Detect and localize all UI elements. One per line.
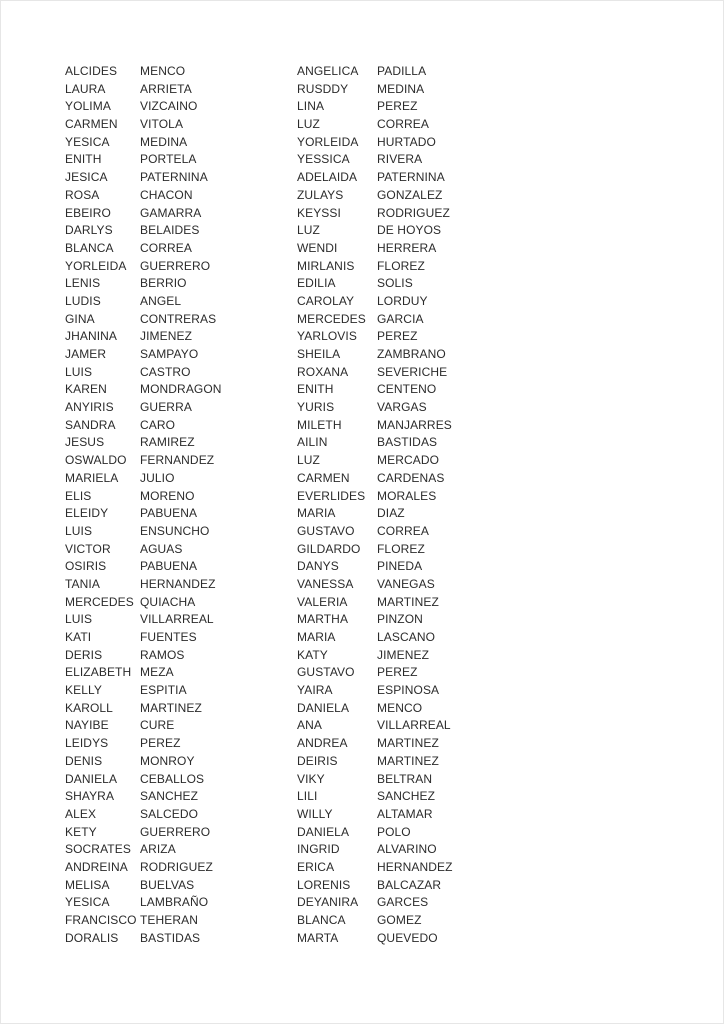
left-last-name-cell: GAMARRA <box>140 205 202 220</box>
name-row <box>65 258 625 276</box>
name-row <box>65 735 625 753</box>
left-first-name-cell: YORLEIDA <box>65 258 127 273</box>
right-first-name-cell: LUZ <box>297 453 320 468</box>
left-first-name-cell: KAREN <box>65 382 107 397</box>
right-first-name-cell: VALERIA <box>297 594 348 609</box>
left-first-name-cell: SHAYRA <box>65 789 115 804</box>
left-last-name-cell: HERNANDEZ <box>140 576 216 591</box>
left-last-name-cell: TEHERAN <box>140 913 199 927</box>
name-row <box>65 328 625 346</box>
left-last-name-cell: MONROY <box>140 753 195 768</box>
left-last-name-cell: VILLARREAL <box>140 612 214 627</box>
left-last-name-cell: ENSUNCHO <box>140 523 210 538</box>
left-first-name-cell: ALEX <box>65 806 97 821</box>
right-last-name-cell: PINZON <box>377 612 423 627</box>
left-last-name-cell: PABUENA <box>140 559 198 574</box>
name-row <box>65 98 625 116</box>
right-first-name-cell: MARIA <box>297 506 336 521</box>
name-row <box>65 753 625 771</box>
name-row <box>65 452 625 470</box>
left-last-name-cell: SALCEDO <box>140 806 199 821</box>
left-first-name-cell: ANYIRIS <box>65 400 114 415</box>
name-row <box>65 116 625 134</box>
left-first-name-cell: EBEIRO <box>65 205 111 220</box>
left-first-name-cell: DORALIS <box>65 930 119 945</box>
right-last-name-cell: GOMEZ <box>377 913 422 927</box>
right-last-name-cell: VANEGAS <box>377 576 435 591</box>
left-last-name-cell: GUERRERO <box>140 824 211 839</box>
left-last-name-cell: JULIO <box>140 470 175 485</box>
left-first-name-cell: BLANCA <box>65 240 114 255</box>
name-row <box>65 293 625 311</box>
right-first-name-cell: CARMEN <box>297 470 350 485</box>
right-first-name-cell: YESSICA <box>297 152 350 167</box>
left-last-name-cell: PEREZ <box>140 736 181 751</box>
right-last-name-cell: SANCHEZ <box>377 789 436 804</box>
name-row <box>65 594 625 612</box>
left-first-name-cell: YOLIMA <box>65 99 111 114</box>
name-row <box>65 859 625 877</box>
right-last-name-cell: MEDINA <box>377 81 425 96</box>
left-last-name-cell: CEBALLOS <box>140 771 205 786</box>
left-last-name-cell: AGUAS <box>140 541 183 556</box>
right-first-name-cell: MERCEDES <box>297 311 366 326</box>
right-first-name-cell: EDILIA <box>297 276 336 291</box>
right-first-name-cell: WENDI <box>297 240 338 255</box>
left-first-name-cell: LEIDYS <box>65 736 109 751</box>
name-row <box>65 682 625 700</box>
left-first-name-cell: LUIS <box>65 523 93 538</box>
left-first-name-cell: KATI <box>65 630 92 644</box>
right-last-name-cell: CORREA <box>377 117 429 132</box>
left-first-name-cell: FRANCISCO <box>65 913 137 927</box>
name-row <box>65 311 625 329</box>
right-last-name-cell: MARTINEZ <box>377 753 439 768</box>
right-last-name-cell: GONZALEZ <box>377 187 443 202</box>
right-first-name-cell: BLANCA <box>297 913 346 927</box>
left-last-name-cell: ARRIETA <box>140 81 192 96</box>
right-first-name-cell: GILDARDO <box>297 541 361 556</box>
right-first-name-cell: LORENIS <box>297 877 351 892</box>
right-first-name-cell: SHEILA <box>297 347 341 361</box>
right-last-name-cell: ZAMBRANO <box>377 347 446 361</box>
left-first-name-cell: DENIS <box>65 753 103 768</box>
left-last-name-cell: VITOLA <box>140 117 184 132</box>
left-last-name-cell: PABUENA <box>140 506 198 521</box>
left-last-name-cell: CURE <box>140 718 175 733</box>
name-row <box>65 417 625 435</box>
right-last-name-cell: VILLARREAL <box>377 718 451 733</box>
right-last-name-cell: JIMENEZ <box>377 647 430 662</box>
right-last-name-cell: RODRIGUEZ <box>377 205 450 220</box>
name-row <box>65 81 625 99</box>
name-row <box>65 488 625 506</box>
name-row <box>65 434 625 452</box>
right-first-name-cell: ANDREA <box>297 736 348 751</box>
left-last-name-cell: JIMENEZ <box>140 329 193 344</box>
left-last-name-cell: RAMIREZ <box>140 435 195 450</box>
right-last-name-cell: DIAZ <box>377 506 405 521</box>
name-row <box>65 664 625 682</box>
left-first-name-cell: LUIS <box>65 364 93 379</box>
name-row <box>65 647 625 665</box>
right-first-name-cell: DANIELA <box>297 700 350 715</box>
right-last-name-cell: HERRERA <box>377 240 437 255</box>
left-first-name-cell: JAMER <box>65 347 107 361</box>
right-last-name-cell: FLOREZ <box>377 258 425 273</box>
right-last-name-cell: BASTIDAS <box>377 435 438 450</box>
right-last-name-cell: LORDUY <box>377 293 428 308</box>
name-row <box>65 700 625 718</box>
name-row <box>65 470 625 488</box>
right-first-name-cell: MILETH <box>297 417 342 432</box>
name-row <box>65 240 625 258</box>
left-first-name-cell: OSWALDO <box>65 453 127 468</box>
left-last-name-cell: MENCO <box>140 64 186 78</box>
left-first-name-cell: YESICA <box>65 134 110 149</box>
left-first-name-cell: NAYIBE <box>65 718 109 733</box>
left-last-name-cell: FUENTES <box>140 630 197 644</box>
right-first-name-cell: YAIRA <box>297 683 333 698</box>
right-last-name-cell: PEREZ <box>377 99 418 114</box>
left-first-name-cell: MARIELA <box>65 470 119 485</box>
right-last-name-cell: SOLIS <box>377 276 413 291</box>
right-last-name-cell: PADILLA <box>377 64 427 78</box>
right-first-name-cell: VIKY <box>297 771 325 786</box>
name-list <box>65 63 625 947</box>
left-last-name-cell: CHACON <box>140 187 193 202</box>
right-last-name-cell: PINEDA <box>377 559 423 574</box>
left-last-name-cell: BUELVAS <box>140 877 195 892</box>
left-first-name-cell: KAROLL <box>65 700 113 715</box>
right-first-name-cell: LUZ <box>297 223 320 238</box>
right-last-name-cell: HERNANDEZ <box>377 859 453 874</box>
left-last-name-cell: PATERNINA <box>140 170 208 185</box>
name-row <box>65 629 625 647</box>
right-last-name-cell: POLO <box>377 824 411 839</box>
name-row <box>65 151 625 169</box>
left-first-name-cell: DANIELA <box>65 771 118 786</box>
name-row <box>65 788 625 806</box>
right-first-name-cell: DANYS <box>297 559 339 574</box>
left-last-name-cell: MARTINEZ <box>140 700 202 715</box>
right-last-name-cell: PEREZ <box>377 665 418 680</box>
left-first-name-cell: SOCRATES <box>65 842 131 857</box>
right-last-name-cell: QUEVEDO <box>377 930 438 945</box>
right-first-name-cell: YORLEIDA <box>297 134 359 149</box>
right-last-name-cell: PATERNINA <box>377 170 445 185</box>
right-last-name-cell: ALVARINO <box>377 842 437 857</box>
left-first-name-cell: ANDREINA <box>65 859 128 874</box>
right-first-name-cell: ENITH <box>297 382 334 397</box>
name-row <box>65 576 625 594</box>
right-first-name-cell: KATY <box>297 647 328 662</box>
name-row <box>65 63 625 81</box>
right-first-name-cell: MIRLANIS <box>297 258 355 273</box>
right-first-name-cell: WILLY <box>297 806 333 821</box>
right-last-name-cell: PEREZ <box>377 329 418 344</box>
name-row <box>65 806 625 824</box>
right-first-name-cell: KEYSSI <box>297 205 341 220</box>
left-last-name-cell: RAMOS <box>140 647 185 662</box>
name-row <box>65 275 625 293</box>
right-first-name-cell: ADELAIDA <box>297 170 358 185</box>
right-last-name-cell: MARTINEZ <box>377 736 439 751</box>
left-first-name-cell: ELEIDY <box>65 506 109 521</box>
name-row <box>65 894 625 912</box>
left-first-name-cell: TANIA <box>65 576 100 591</box>
left-last-name-cell: GUERRA <box>140 400 192 415</box>
right-last-name-cell: DE HOYOS <box>377 223 442 238</box>
right-last-name-cell: MARTINEZ <box>377 594 439 609</box>
name-row <box>65 346 625 364</box>
right-last-name-cell: MERCADO <box>377 453 440 468</box>
left-first-name-cell: DARLYS <box>65 223 113 238</box>
left-last-name-cell: SAMPAYO <box>140 347 199 361</box>
name-row <box>65 771 625 789</box>
left-first-name-cell: DERIS <box>65 647 103 662</box>
right-last-name-cell: LASCANO <box>377 630 436 644</box>
left-last-name-cell: BERRIO <box>140 276 187 291</box>
name-row <box>65 222 625 240</box>
name-row <box>65 381 625 399</box>
right-last-name-cell: CORREA <box>377 523 429 538</box>
name-row <box>65 541 625 559</box>
left-first-name-cell: ENITH <box>65 152 102 167</box>
left-first-name-cell: MELISA <box>65 877 110 892</box>
right-first-name-cell: ERICA <box>297 859 335 874</box>
right-first-name-cell: LUZ <box>297 117 320 132</box>
right-first-name-cell: YURIS <box>297 400 335 415</box>
left-first-name-cell: ALCIDES <box>65 64 118 78</box>
right-last-name-cell: ESPINOSA <box>377 683 440 698</box>
left-first-name-cell: LUIS <box>65 612 93 627</box>
left-first-name-cell: ELIZABETH <box>65 665 132 680</box>
left-first-name-cell: MERCEDES <box>65 594 134 609</box>
right-first-name-cell: DANIELA <box>297 824 350 839</box>
name-row <box>65 364 625 382</box>
right-last-name-cell: ALTAMAR <box>377 806 433 821</box>
name-row <box>65 930 625 948</box>
name-row <box>65 611 625 629</box>
right-last-name-cell: CENTENO <box>377 382 437 397</box>
name-row <box>65 399 625 417</box>
name-row <box>65 824 625 842</box>
right-last-name-cell: BALCAZAR <box>377 877 442 892</box>
name-row <box>65 912 625 930</box>
right-first-name-cell: EVERLIDES <box>297 488 366 503</box>
right-last-name-cell: MANJARRES <box>377 417 452 432</box>
right-first-name-cell: RUSDDY <box>297 81 349 96</box>
right-first-name-cell: DEYANIRA <box>297 895 359 910</box>
right-last-name-cell: BELTRAN <box>377 771 433 786</box>
right-first-name-cell: AILIN <box>297 435 328 450</box>
left-first-name-cell: KETY <box>65 824 97 839</box>
name-row <box>65 523 625 541</box>
right-last-name-cell: GARCES <box>377 895 429 910</box>
left-first-name-cell: LAURA <box>65 81 106 96</box>
left-last-name-cell: CORREA <box>140 240 192 255</box>
name-row <box>65 169 625 187</box>
left-first-name-cell: CARMEN <box>65 117 118 132</box>
right-first-name-cell: LILI <box>297 789 318 804</box>
right-first-name-cell: VANESSA <box>297 576 354 591</box>
left-last-name-cell: CONTRERAS <box>140 311 217 326</box>
right-first-name-cell: DEIRIS <box>297 753 338 768</box>
left-last-name-cell: MONDRAGON <box>140 382 222 397</box>
left-last-name-cell: VIZCAINO <box>140 99 198 114</box>
left-first-name-cell: KELLY <box>65 683 102 698</box>
left-first-name-cell: JESICA <box>65 170 108 185</box>
left-last-name-cell: LAMBRAÑO <box>140 895 209 910</box>
name-row <box>65 505 625 523</box>
name-row <box>65 558 625 576</box>
left-last-name-cell: MORENO <box>140 488 195 503</box>
left-first-name-cell: LENIS <box>65 276 101 291</box>
name-row <box>65 205 625 223</box>
right-first-name-cell: MARTA <box>297 930 339 945</box>
right-first-name-cell: LINA <box>297 99 325 114</box>
left-first-name-cell: LUDIS <box>65 293 101 308</box>
right-first-name-cell: MARTHA <box>297 612 349 627</box>
left-first-name-cell: ELIS <box>65 488 92 503</box>
left-first-name-cell: JESUS <box>65 435 105 450</box>
right-last-name-cell: MORALES <box>377 488 437 503</box>
left-last-name-cell: RODRIGUEZ <box>140 859 213 874</box>
left-last-name-cell: ESPITIA <box>140 683 187 698</box>
left-first-name-cell: YESICA <box>65 895 110 910</box>
right-last-name-cell: FLOREZ <box>377 541 425 556</box>
right-first-name-cell: ZULAYS <box>297 187 344 202</box>
right-first-name-cell: CAROLAY <box>297 293 355 308</box>
left-last-name-cell: FERNANDEZ <box>140 453 215 468</box>
right-last-name-cell: SEVERICHE <box>377 364 448 379</box>
right-last-name-cell: CARDENAS <box>377 470 445 485</box>
left-first-name-cell: OSIRIS <box>65 559 107 574</box>
left-last-name-cell: MEZA <box>140 665 174 680</box>
left-last-name-cell: QUIACHA <box>140 594 196 609</box>
left-last-name-cell: GUERRERO <box>140 258 211 273</box>
left-last-name-cell: CASTRO <box>140 364 191 379</box>
right-first-name-cell: MARIA <box>297 630 336 644</box>
right-first-name-cell: GUSTAVO <box>297 523 355 538</box>
right-first-name-cell: ROXANA <box>297 364 349 379</box>
right-last-name-cell: VARGAS <box>377 400 427 415</box>
right-first-name-cell: GUSTAVO <box>297 665 355 680</box>
left-first-name-cell: VICTOR <box>65 541 111 556</box>
left-first-name-cell: JHANINA <box>65 329 118 344</box>
name-row <box>65 877 625 895</box>
left-first-name-cell: SANDRA <box>65 417 116 432</box>
left-last-name-cell: ARIZA <box>140 842 176 857</box>
left-first-name-cell: ROSA <box>65 187 100 202</box>
right-last-name-cell: RIVERA <box>377 152 423 167</box>
left-last-name-cell: ANGEL <box>140 293 182 308</box>
left-last-name-cell: PORTELA <box>140 152 197 167</box>
name-row <box>65 717 625 735</box>
left-last-name-cell: BASTIDAS <box>140 930 201 945</box>
name-row <box>65 187 625 205</box>
right-first-name-cell: ANA <box>297 718 322 733</box>
right-last-name-cell: MENCO <box>377 700 423 715</box>
right-first-name-cell: INGRID <box>297 842 340 857</box>
right-last-name-cell: GARCIA <box>377 311 424 326</box>
name-row <box>65 134 625 152</box>
right-last-name-cell: HURTADO <box>377 134 436 149</box>
right-first-name-cell: YARLOVIS <box>297 329 357 344</box>
left-last-name-cell: SANCHEZ <box>140 789 199 804</box>
left-first-name-cell: GINA <box>65 311 95 326</box>
left-last-name-cell: MEDINA <box>140 134 188 149</box>
right-first-name-cell: ANGELICA <box>297 64 359 78</box>
left-last-name-cell: BELAIDES <box>140 223 200 238</box>
left-last-name-cell: CARO <box>140 417 176 432</box>
name-row <box>65 841 625 859</box>
